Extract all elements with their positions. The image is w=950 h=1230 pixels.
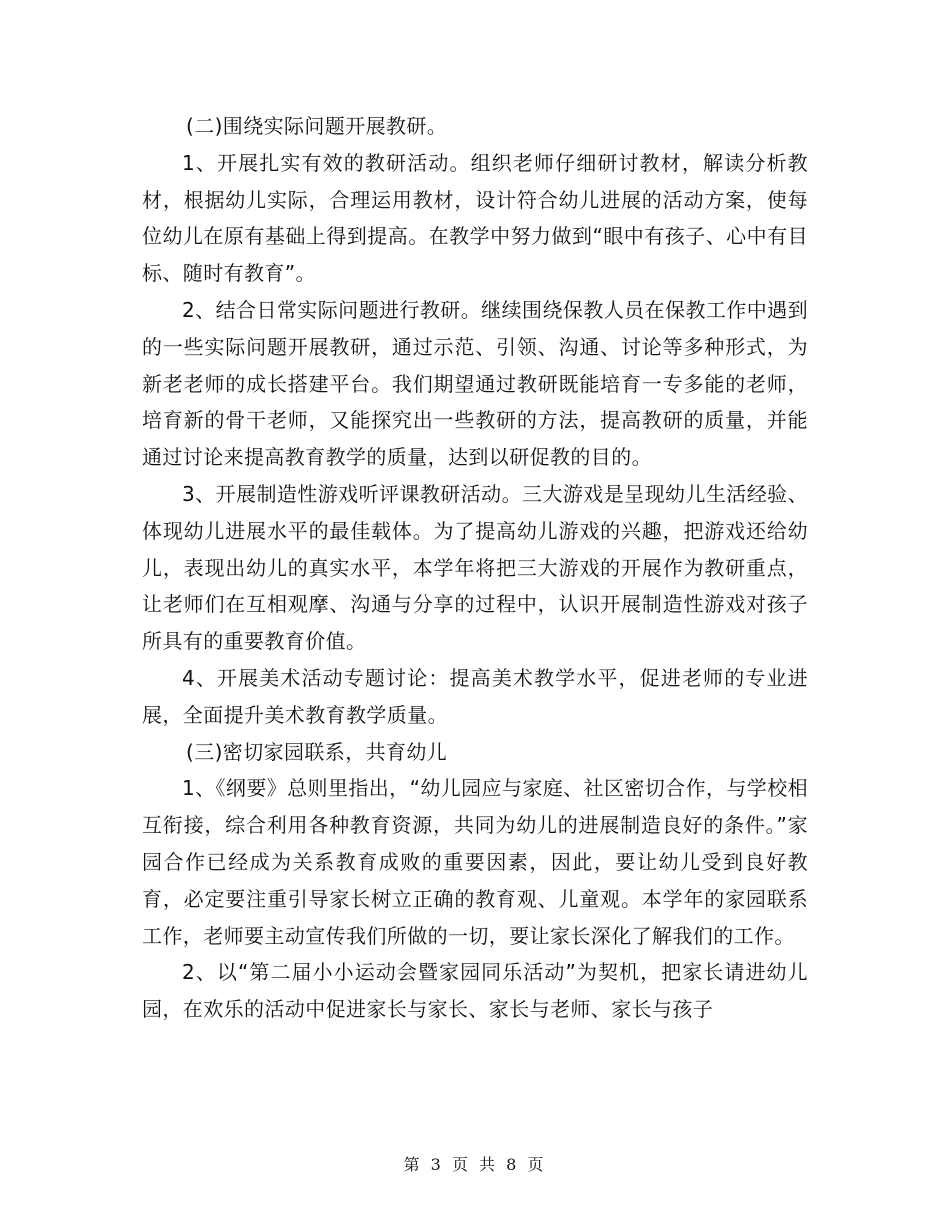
paragraph-3-2: 2、以“第二届小小运动会暨家园同乐活动”为契机，把家长请进幼儿园，在欢乐的活动中促进家长与家长、家长与老师、家长与孩子 [142, 960, 808, 1022]
section-heading-2: (二)围绕实际问题开展教研。 [186, 114, 448, 138]
paragraph-3-1: 1、《纲要》总则里指出，“幼儿园应与家庭、社区密切合作，与学校相互衔接，综合利用各种教育资源，共同为幼儿的进展制造良好的条件。”家园合作已经成为关系教育成败的重要因素，因此，要让幼儿受到良好教育，必定要注重引导家长树立正确的教育观、儿童观。本学年的家园联系工作，老师要主动宣传我们所做的一切，要让家长深化了解我们的工作。 [142, 776, 808, 948]
section-heading-3: (三)密切家园联系，共育幼儿 [186, 739, 448, 764]
paragraph-2-2: 2、结合日常实际问题进行教研。继续围绕保教人员在保教工作中遇到的一些实际问题开展教研，通过示范、引领、沟通、讨论等多种形式，为新老老师的成长搭建平台。我们期望通过教研既能培育一专多能的老师，培育新的骨干老师，又能探究出一些教研的方法，提高教研的质量，并能通过讨论来提高教育教学的质量，达到以研促教的目的。 [142, 297, 808, 470]
paragraph-2-3: 3、开展制造性游戏听评课教研活动。三大游戏是呈现幼儿生活经验、体现幼儿进展水平的最佳载体。为了提高幼儿游戏的兴趣，把游戏还给幼儿，表现出幼儿的真实水平，本学年将把三大游戏的开展作为教研重点，让老师们在互相观摩、沟通与分享的过程中，认识开展制造性游戏对孩子所具有的重要教育价值。 [142, 481, 808, 654]
document-body [142, 108, 808, 1028]
page-number-footer: 第 3 页 共 8 页 [403, 1155, 547, 1174]
paragraph-2-1: 1、开展扎实有效的教研活动。组织老师仔细研讨教材，解读分析教材，根据幼儿实际，合理运用教材，设计符合幼儿进展的活动方案，使每位幼儿在原有基础上得到提高。在教学中努力做到“眼中有孩子、心中有目标、随时有教育”。 [142, 150, 808, 286]
paragraph-2-4: 4、开展美术活动专题讨论：提高美术教学水平，促进老师的专业进展，全面提升美术教育教学质量。 [142, 665, 808, 727]
